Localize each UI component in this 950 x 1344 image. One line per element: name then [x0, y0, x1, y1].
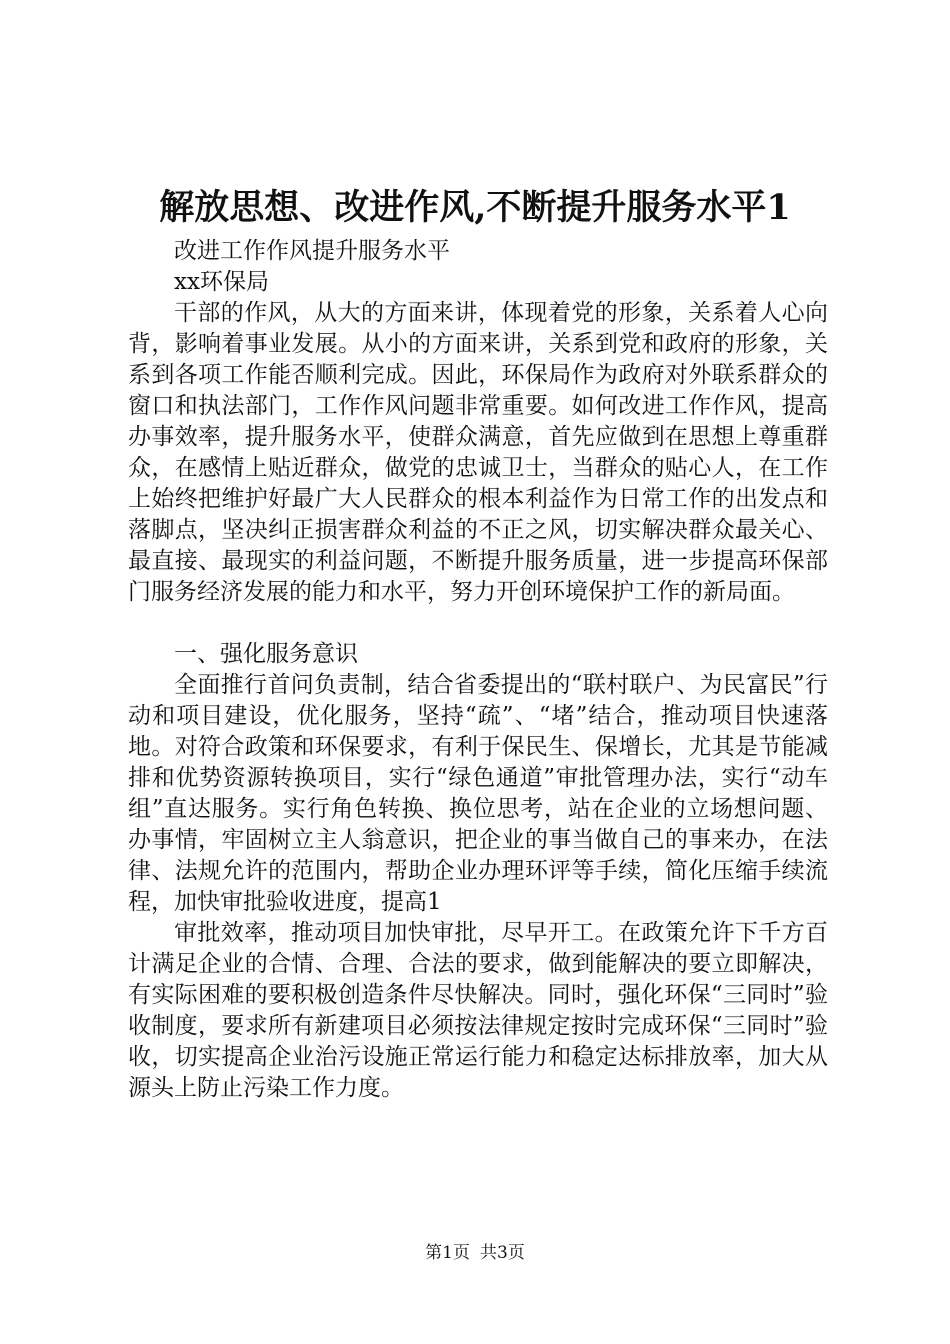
- section-heading: 一、强化服务意识: [174, 641, 358, 667]
- paragraph-intro: 干部的作风，从大的方面来讲，体现着党的形象，关系着人心向背，影响着事业发展。从小的方面来讲，关系到党和政府的形象，关系到各项工作能否顺利完成。因此，环保局作为政府对外联系群众的窗口和执法部门，工作作风问题非常重要。如何改进工作作风，提高办事效率，提升服务水平，使群众满意，首先应做到在思想上尊重群众，在感情上贴近群众，做党的忠诚卫士，当群众的贴心人，在工作上始终把维护好最广大人民群众的根本利益作为日常工作的出发点和落脚点，坚决纠正损害群众利益的不正之风，切实解决群众最关心、最直接、最现实的利益问题，不断提升服务质量，进一步提高环保部门服务经济发展的能力和水平，努力开创环境保护工作的新局面。: [128, 300, 828, 605]
- document-subtitle: 改进工作作风提升服务水平: [174, 238, 450, 264]
- document-title: 解放思想、改进作风,不断提升服务水平1: [159, 187, 791, 228]
- paragraph-service-1: 全面推行首问负责制，结合省委提出的“联村联户、为民富民”行动和项目建设，优化服务，坚持“疏”、“堵”结合，推动项目快速落地。对符合政策和环保要求，有利于保民生、保增长，尤其是节能减排和优势资源转换项目，实行“绿色通道”审批管理办法，实行“动车组”直达服务。实行角色转换、换位思考，站在企业的立场想问题、办事情，牢固树立主人翁意识，把企业的事当做自己的事来办，在法律、法规允许的范围内，帮助企业办理环评等手续，简化压缩手续流程，加快审批验收进度，提高1: [128, 672, 828, 915]
- page-total: 共3页: [480, 1243, 525, 1263]
- page-footer: [0, 1242, 950, 1264]
- document-author: xx环保局: [174, 269, 269, 295]
- page-number: 第1页: [425, 1243, 470, 1263]
- document-body: [128, 236, 828, 1104]
- paragraph-service-2: 审批效率，推动项目加快审批，尽早开工。在政策允许下千方百计满足企业的合情、合理、合法的要求，做到能解决的要立即解决，有实际困难的要积极创造条件尽快解决。同时，强化环保“三同时”验收制度，要求所有新建项目必须按法律规定按时完成环保“三同时”验收，切实提高企业治污设施正常运行能力和稳定达标排放率，加大从源头上防止污染工作力度。: [128, 920, 828, 1101]
